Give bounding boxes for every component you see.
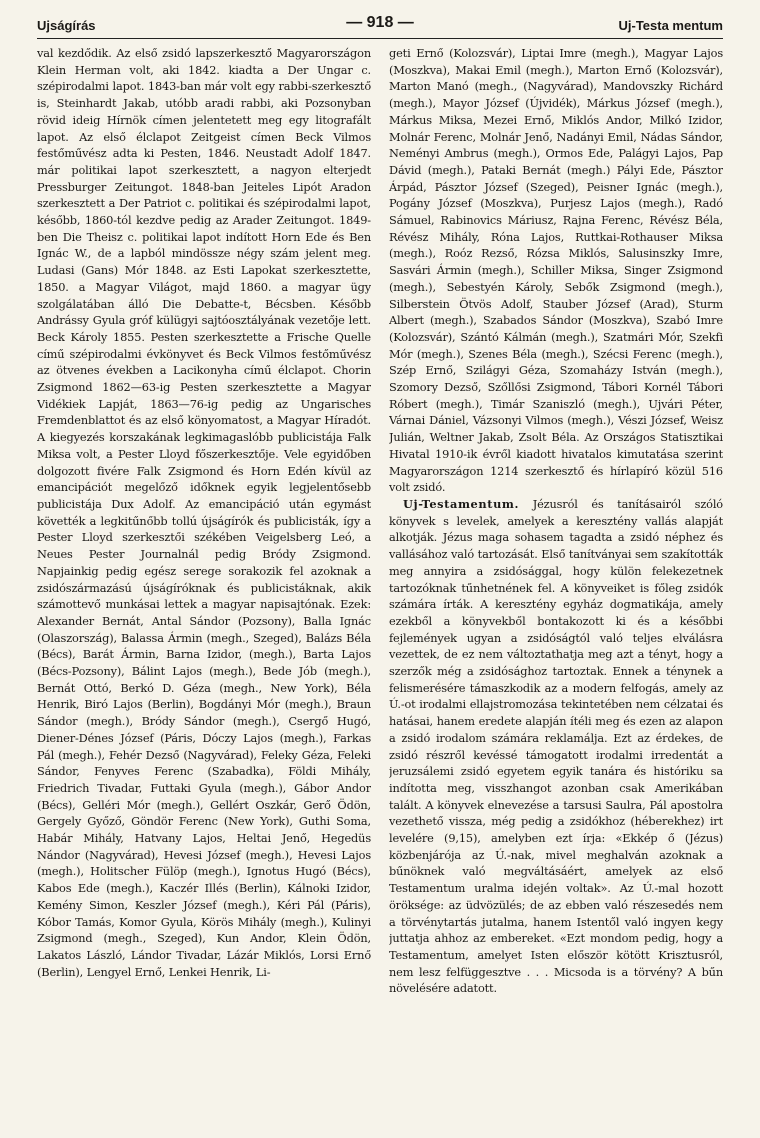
header-rule bbox=[37, 38, 723, 39]
left-column bbox=[37, 45, 371, 1125]
header-right-title: Uj-Testa mentum bbox=[618, 18, 723, 33]
right-column-text-2: Jézusról és tanításairól szóló könyvek s levelek, amelyek a keresztény vallás alapját alkotják. Jézus maga sohasem tagadta a zsidó néphez és vallásához való tartozását. Első tanítványai sem szakították meg annyira a zsidósággal, hogy külön felekezetnek tartozóknak tűnhetnének fel. A könyveiket is főleg zsidók számára írták. A keresztény egyház dogmatikája, amely ezekből a könyvekből bontakozott ki és a későbbi fejlemények ugyan a zsidóságtól való teljes elválásra vezettek, de ez nem változtathatja meg azt a tényt, hogy a szerzők még a zsidósághoz tartoztak. Ennek a ténynek a felismerésére támaszkodik az a modern felfogás, amely az Ú.-ot irodalmi ellajstromozása tekintetében nem célzatai és hatásai, hanem eredete alapján ítéli meg és ezen az alapon a zsidó irodalom számára reklamálja. Ezt az érdekes, de zsidó részről kevéssé támogatott irodalmi irredentát a jeruzsálemi zsidó egyetem egyik tanára és históriku sa indította meg, visszhangot azonban csak Amerikában talált. A könyvek elnevezése a tarsusi Saulra, Pál apostolra vezethető vissza, még pedig a zsidókhoz (héberekhez) irt levelére (9,15), amelyben ezt írja: «Ekkép ő (Jézus) közbenjárója az Ú.-nak, mivel meghalván azoknak a bűnöknek való megváltásáért, amelyek az első Testamentum uralma idején voltak». Az Ú.-mal hozott öröksége: az üdvözülés; de az ebben való részesedés nem a törvénytartás jutalma, hanem Istentől való ingyen kegy juttatja ahhoz az embereket. «Ezt mondom pedig, hogy a Testamentum, amelyet Isten először kötött Krisztusról, nem lesz felfüggesztve . . . Micsoda is a törvény? A bűn növelésére adatott. bbox=[389, 496, 723, 996]
left-column-text: val kezdődik. Az első zsidó lapszerkesztő Magyarországon Klein Herman volt, aki 1842. kiadta a Der Ungar c. szépirodalmi lapot. 1843-ban már volt egy rabbi-szerkesztő is, Steinhardt Jakab, utóbb aradi rabbi, aki Pozsonyban rövid ideig Hírnök címen jelentetett meg egy litografált lapot. Az első élclapot Zeitgeist címen Beck Vilmos festőművész adta ki Pesten, 1846. Neustadt Adolf 1847. már politikai lapot szerkesztett, a nagyon elterjedt Pressburger Zeitungot. 1848-ban Jeiteles Lipót Aradon szerkesztett a Der Patriot c. politikai és szépirodalmi lapot, később, 1860-tól kezdve pedig az Arader Zeitungot. 1849-ben Die Theisz c. politikai lapot indított Horn Ede és Ben Ignác W., de a lapból mindössze négy szám jelent meg. Ludasi (Gans) Mór 1848. az Esti Lapokat szerkesztette, 1850. a Magyar Világot, majd 1860. a magyar ügy szolgálatában álló Die Debatte-t, Bécsben. Később Andrássy Gyula gróf külügyi sajtóosztályának vezetője lett. Beck Károly 1855. Pesten szerkesztette a Frische Quelle című szépirodalmi évkönyvet és Beck Vilmos festőművész az ötvenes években a Lacikonyha című élclapot. Chorin Zsigmond 1862—63-ig Pesten szerkesztette a Magyar Vidékiek Lapját, 1863—76-ig pedig az Ungarisches Fremdenblattot és az első könyomatost, a Magyar Híradót. A kiegyezés korszakának legkimagaslóbb publicistája Falk Miksa volt, a Pester Lloyd főszerkesztője. Vele egyidőben dolgozott fivére Falk Zsigmond és Horn Edén kívül az emancipációt megelőző időknek egyik legjelentősebb publicistája Dux Adolf. Az emancipáció után egymást követték a legkitűnőbb tollú újságírók és publicisták, így a Pester Lloyd szerkesztői székében Veigelsberg Leó, a Neues Pester Journalnál pedig Bródy Zsigmond. Napjainkig pedig egész serege sorakozik fel azoknak a zsidószármazású újságíróknak és publicistáknak, akik számottevő munkásai lettek a magyar napisajtónak. Ezek: Alexander Bernát, Antal Sándor (Pozsony), Balla Ignác (Olaszország), Balassa Ármin (megh., Szeged), Balázs Béla (Bécs), Barát Ármin, Barna Izidor, (megh.), Barta Lajos (Bécs-Pozsony), Bálint Lajos (megh.), Bede Jób (megh.), Bernát Ottó, Berkó D. Géza (megh., New York), Béla Henrik, Biró Lajos (Berlin), Bogdányi Mór (megh.), Braun Sándor (megh.), Bródy Sándor (megh.), Csergő Hugó, Diener-Dénes József (Páris, Dóczy Lajos (megh.), Farkas Pál (megh.), Fehér Dezső (Nagyvárad), Feleky Géza, Feleki Sándor, Fenyves Ferenc (Szabadka), Földi Mihály, Friedrich Tivadar, Futtaki Gyula (megh.), Gábor Andor (Bécs), Gelléri Mór (megh.), Gellért Oszkár, Gerő Ödön, Gergely Győző, Göndör Ferenc (New York), Guthi Soma, Habár Mihály, Hatvany Lajos, Heltai Jenő, Hegedüs Nándor (Nagyvárad), Hevesi József (megh.), Hevesi Lajos (megh.), Holitscher Fülöp (megh.), Ignotus Hugó (Bécs), Kabos Ede (megh.), Kaczér Illés (Berlin), Kálnoki Izidor, Kemény Simon, Keszler József (megh.), Kéri Pál (Páris), Kóbor Tamás, Komor Gyula, Körös Mihály (megh.), Kulinyi Zsigmond (megh., Szeged), Kun Andor, Klein Ödön, Lakatos László, Lándor Tivadar, Lázár Miklós, Lorsi Ernő (Berlin), Lengyel Ernő, Lenkei Henrik, Li- bbox=[37, 46, 371, 979]
page-number: — 918 — bbox=[346, 14, 414, 31]
running-header bbox=[37, 14, 723, 38]
entry-paragraph bbox=[389, 496, 723, 997]
right-column-text-1: geti Ernő (Kolozsvár), Liptai Imre (megh.), Magyar Lajos (Moszkva), Makai Emil (megh.), Marton Ernő (Kolozsvár), Marton Manó (megh., (Nagyvárad), Mandovszky Richárd (megh.), Mayor József (Újvidék), Márkus József (megh.), Márkus Miksa, Mezei Ernő, Miklós Andor, Milkó Izidor, Molnár Ferenc, Molnár Jenő, Nadányi Emil, Nádas Sándor, Neményi Ambrus (megh.), Ormos Ede, Palágyi Lajos, Pap Dávid (megh.), Pataki Bernát (megh.) Pályi Ede, Pásztor Árpád, Pásztor József (Szeged), Peisner Ignác (megh.), Pogány József (Moszkva), Purjesz Lajos (megh.), Radó Sámuel, Rabinovics Máriusz, Rajna Ferenc, Révész Béla, Révész Mihály, Róna Lajos, Ruttkai-Rothauser Miksa (megh.), Roóz Rezső, Rózsa Miklós, Salusinszky Imre, Sasvári Ármin (megh.), Schiller Miksa, Singer Zsigmond (megh.), Sebestyén Károly, Sebők Zsigmond (megh.), Silberstein Ötvös Adolf, Stauber József (Arad), Sturm Albert (megh.), Szabados Sándor (Moszkva), Szabó Imre (Kolozsvár), Szántó Kálmán (megh.), Szatmári Mór, Szekfi Mór (megh.), Szenes Béla (megh.), Szécsi Ferenc (megh.), Szép Ernő, Szilágyi Géza, Szomaházy István (megh.), Szomory Dezső, Szőllősi Zsigmond, Tábori Kornél Tábori Róbert (megh.), Timár Szaniszló (megh.), Ujvári Péter, Várnai Dániel, Vázsonyi Vilmos (megh.), Vészi József, Weisz Julián, Weltner Jakab, Zsolt Béla. Az Országos Statisztikai Hivatal 1910-ik évről kiadott hivatalos kimutatása szerint Magyarországon 1214 szerkesztő és hírlapíró közül 516 volt zsidó. bbox=[389, 46, 723, 495]
right-column bbox=[389, 45, 723, 1125]
entry-keyword: Uj-Testamentum. bbox=[403, 496, 520, 511]
header-left-title: Ujságírás bbox=[37, 18, 96, 33]
